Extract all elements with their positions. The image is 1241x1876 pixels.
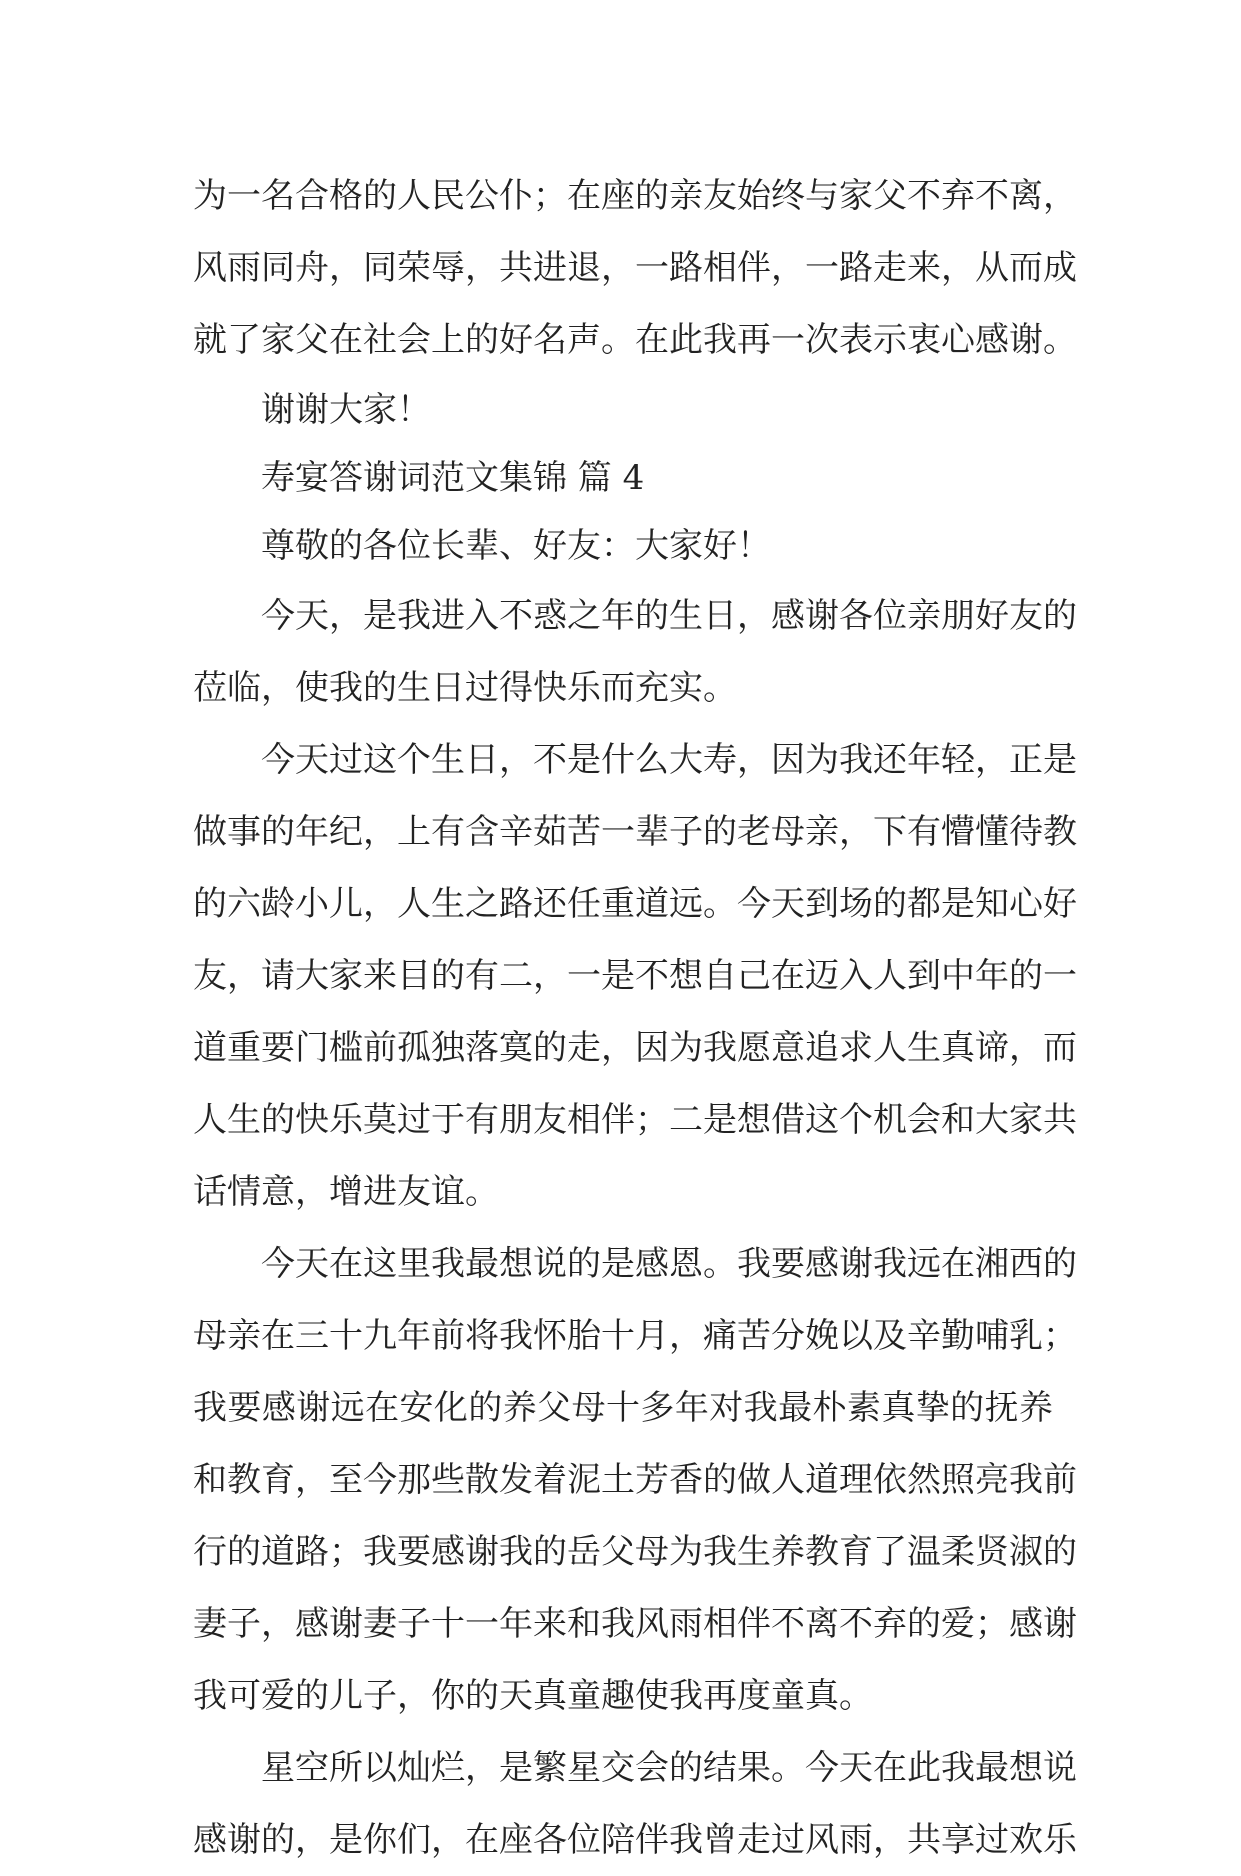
text-line: 话情意，增进友谊。 [193,1172,499,1212]
text-line: 今天过这个生日，不是什么大寿，因为我还年轻，正是 [261,740,1077,780]
text-line: 就了家父在社会上的好名声。在此我再一次表示衷心感谢。 [193,320,1077,360]
text-line: 星空所以灿烂，是繁星交会的结果。今天在此我最想说 [261,1748,1077,1788]
text-line: 感谢的，是你们，在座各位陪伴我曾走过风雨，共享过欢乐 [193,1820,1077,1860]
text-line: 莅临，使我的生日过得快乐而充实。 [193,668,737,708]
section-heading: 寿宴答谢词范文集锦 篇 4 [261,458,645,498]
text-line: 今天在这里我最想说的是感恩。我要感谢我远在湘西的 [261,1244,1077,1284]
text-line: 为一名合格的人民公仆；在座的亲友始终与家父不弃不离， [193,176,1077,216]
text-line: 我要感谢远在安化的养父母十多年对我最朴素真挚的抚养 [193,1388,1053,1428]
text-line: 我可爱的儿子，你的天真童趣使我再度童真。 [193,1676,873,1716]
text-line: 和教育，至今那些散发着泥土芳香的做人道理依然照亮我前 [193,1460,1077,1500]
text-line: 风雨同舟，同荣辱，共进退，一路相伴，一路走来，从而成 [193,248,1077,288]
closing-thanks: 谢谢大家！ [261,390,431,430]
text-line: 母亲在三十九年前将我怀胎十月，痛苦分娩以及辛勤哺乳； [193,1316,1077,1356]
text-line: 人生的快乐莫过于有朋友相伴；二是想借这个机会和大家共 [193,1100,1077,1140]
text-line: 道重要门槛前孤独落寞的走，因为我愿意追求人生真谛，而 [193,1028,1077,1068]
text-line: 的六龄小儿，人生之路还任重道远。今天到场的都是知心好 [193,884,1077,924]
text-line: 今天，是我进入不惑之年的生日，感谢各位亲朋好友的 [261,596,1077,636]
document-page [193,160,1077,1876]
text-line: 行的道路；我要感谢我的岳父母为我生养教育了温柔贤淑的 [193,1532,1077,1572]
text-line: 友，请大家来目的有二，一是不想自己在迈入人到中年的一 [193,956,1077,996]
salutation: 尊敬的各位长辈、好友：大家好！ [261,526,771,566]
text-line: 做事的年纪，上有含辛茹苦一辈子的老母亲，下有懵懂待教 [193,812,1077,852]
text-line: 妻子，感谢妻子十一年来和我风雨相伴不离不弃的爱；感谢 [193,1604,1077,1644]
